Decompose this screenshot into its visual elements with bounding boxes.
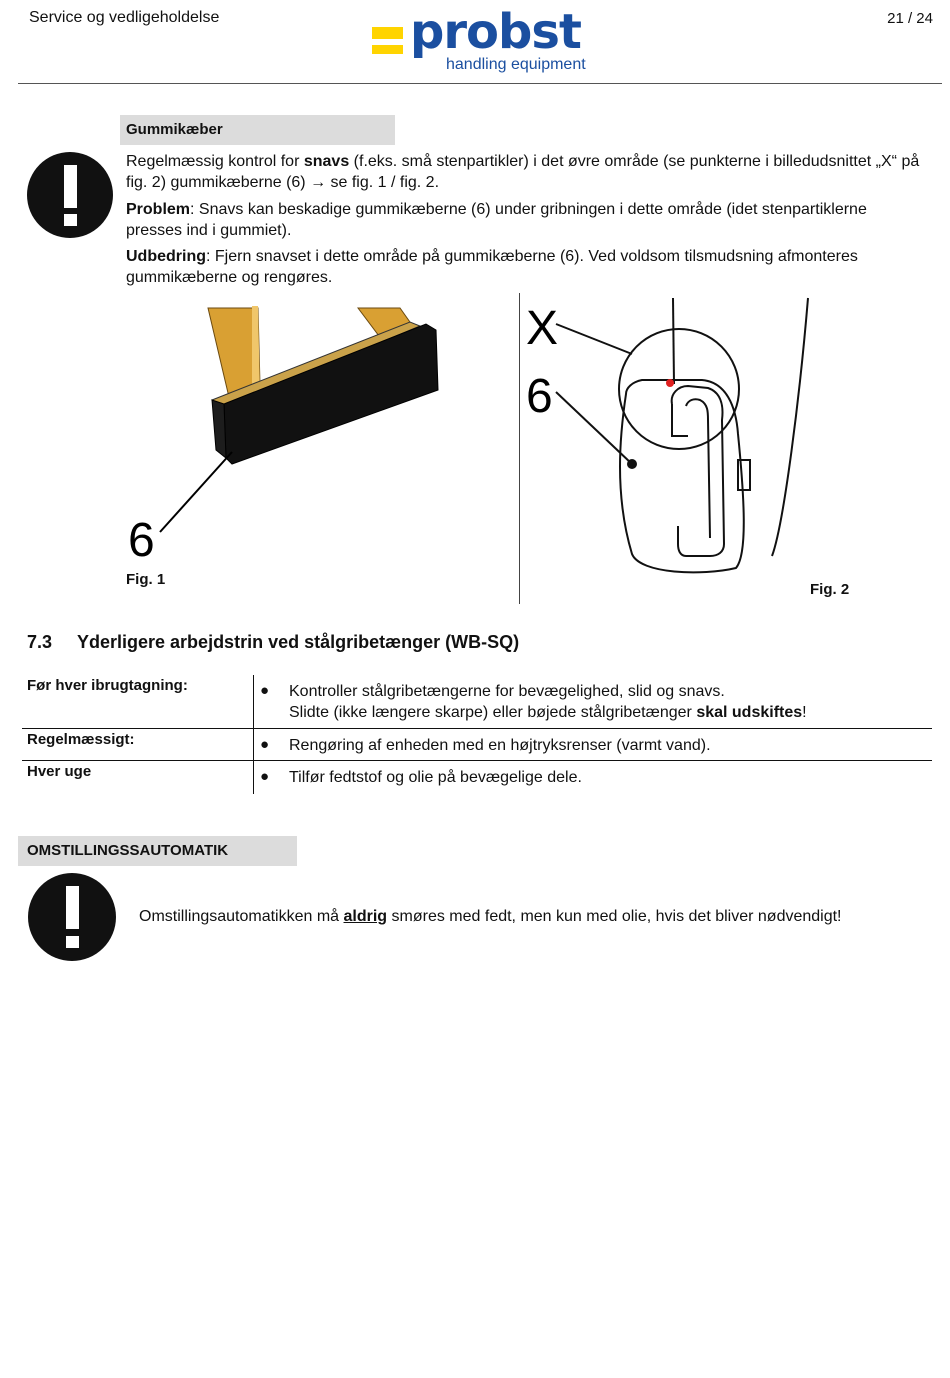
table-row-divider	[22, 728, 932, 729]
section-title: Yderligere arbejdstrin ved stålgribetænger (WB-SQ)	[77, 632, 520, 652]
figure-divider	[519, 293, 520, 604]
table-row-key: Hver uge	[27, 763, 92, 780]
warning-icon	[28, 873, 116, 961]
probst-logo	[372, 4, 602, 78]
logo-tagline: handling equipment	[446, 56, 586, 73]
fig2-callout-x: X	[526, 302, 559, 355]
fig2-label: Fig. 2	[810, 581, 850, 598]
bullet-icon: ●	[260, 736, 270, 753]
gummi-paragraph-problem: Problem: Snavs kan beskadige gummikæberne (6) under gribningen i dette område (idet stenpartiklerne presses ind i gummiet).	[126, 201, 867, 239]
fig1-callout-6: 6	[128, 514, 155, 567]
table-row-key: Før hver ibrugtagning:	[27, 677, 188, 694]
table-row-value: Kontroller stålgribetængerne for bevægelighed, slid og snavs. Slidte (ikke længere skarpe) eller bøjede stålgribetænger skal udskiftes!	[289, 683, 807, 721]
logo-wordmark: probst	[410, 4, 581, 60]
warning-icon	[27, 152, 113, 238]
omstilling-text: Omstillingsautomatikken må aldrig smøres med fedt, men kun med olie, hvis det bliver nødvendigt!	[139, 908, 842, 925]
section-number: 7.3	[27, 632, 53, 652]
omstilling-heading: OMSTILLINGSSAUTOMATIK	[18, 836, 297, 866]
bullet-icon: ●	[260, 682, 270, 699]
table-vertical-rule	[253, 675, 254, 794]
gummi-heading: Gummikæber	[120, 115, 395, 145]
bullet-icon: ●	[260, 768, 270, 785]
table-row-value: Tilfør fedtstof og olie på bevægelige dele.	[289, 769, 582, 786]
gummi-paragraph-fix: Udbedring: Fjern snavset i dette område på gummikæberne (6). Ved voldsom tilsmudsning afmonteres gummikæberne og rengøres.	[126, 248, 858, 286]
logo-mark-top	[372, 27, 403, 39]
page-number: 21 / 24	[887, 10, 933, 27]
fig2-callout-6: 6	[526, 370, 553, 423]
figure-2-jaw-detail	[522, 294, 822, 584]
header-divider	[18, 83, 942, 84]
fig1-label: Fig. 1	[126, 571, 166, 588]
gummi-paragraph-1: Regelmæssig kontrol for snavs (f.eks. små stenpartikler) i det øvre område (se punkterne i billedudsnittet „X“ på fig. 2) gummikæberne (6) → se fig. 1 / fig. 2.	[126, 153, 920, 191]
table-row-divider	[22, 760, 932, 761]
table-row-key: Regelmæssigt:	[27, 731, 135, 748]
logo-mark-bottom	[372, 45, 403, 54]
figure-1-rubber-jaw	[120, 300, 450, 570]
header-section-title: Service og vedligeholdelse	[29, 9, 220, 26]
table-row-value: Rengøring af enheden med en højtryksrenser (varmt vand).	[289, 737, 711, 754]
